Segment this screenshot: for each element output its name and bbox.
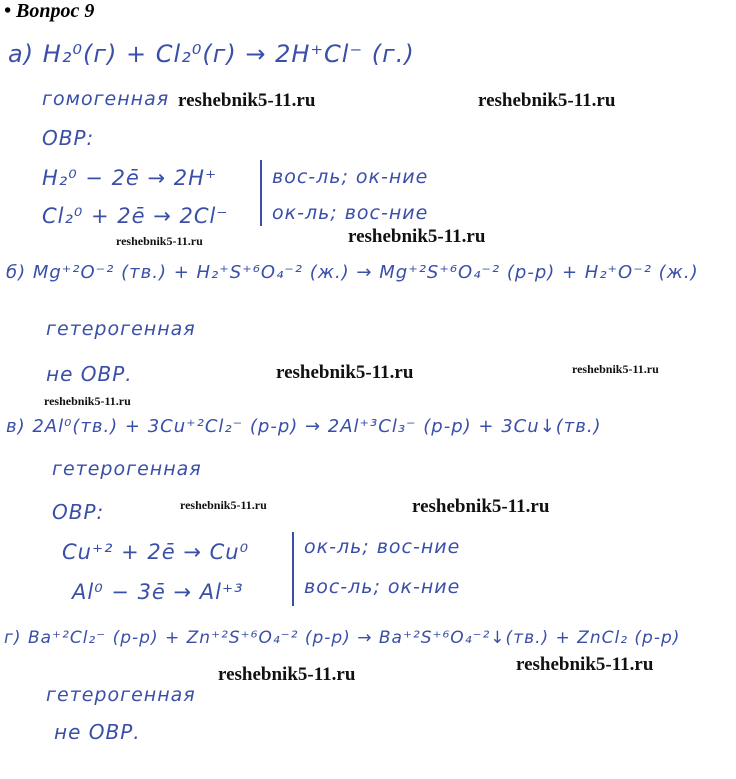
watermark: reshebnik5-11.ru <box>572 362 659 376</box>
watermark: reshebnik5-11.ru <box>116 234 203 248</box>
equation-b: б) Mg⁺²O⁻² (тв.) + H₂⁺S⁺⁶O₄⁻² (ж.) → Mg⁺²S⁺⁶O₄⁻² (р-р) + H₂⁺O⁻² (ж.) <box>6 262 699 283</box>
half-role-a1: вос-ль; ок-ние <box>272 166 429 188</box>
half-role-v2: вос-ль; ок-ние <box>304 576 461 598</box>
watermark: reshebnik5-11.ru <box>44 394 131 408</box>
watermark: reshebnik5-11.ru <box>412 496 550 517</box>
redox-label-b: не ОВР. <box>46 362 133 386</box>
half-role-a2: ок-ль; вос-ние <box>272 202 429 224</box>
watermark: reshebnik5-11.ru <box>478 90 616 111</box>
watermark: reshebnik5-11.ru <box>516 654 654 675</box>
watermark: reshebnik5-11.ru <box>178 90 316 111</box>
watermark: reshebnik5-11.ru <box>218 664 356 685</box>
half-reaction-a2: Cl₂⁰ + 2ē → 2Cl⁻ <box>42 204 229 228</box>
half-reaction-a1: H₂⁰ − 2ē → 2H⁺ <box>42 166 218 190</box>
half-reaction-brace-a <box>260 160 262 226</box>
redox-label-v: ОВР: <box>52 500 105 524</box>
half-reaction-v1: Cu⁺² + 2ē → Cu⁰ <box>62 540 250 564</box>
equation-a: а) H₂⁰(г) + Cl₂⁰(г) → 2H⁺Cl⁻ (г.) <box>8 40 415 68</box>
watermark: reshebnik5-11.ru <box>348 226 486 247</box>
reaction-type-b: гетерогенная <box>46 318 196 340</box>
reaction-type-a: гомогенная <box>42 88 170 110</box>
watermark: reshebnik5-11.ru <box>276 362 414 383</box>
reaction-type-g: гетерогенная <box>46 684 196 706</box>
redox-label-a: ОВР: <box>42 126 95 150</box>
equation-g: г) Ba⁺²Cl₂⁻ (р-р) + Zn⁺²S⁺⁶O₄⁻² (р-р) → Ba⁺²S⁺⁶O₄⁻²↓(тв.) + ZnCl₂ (р-р) <box>4 628 681 648</box>
reaction-type-v: гетерогенная <box>52 458 202 480</box>
equation-v: в) 2Al⁰(тв.) + 3Cu⁺²Cl₂⁻ (р-р) → 2Al⁺³Cl₃⁻ (р-р) + 3Cu↓(тв.) <box>6 416 602 437</box>
watermark: reshebnik5-11.ru <box>180 498 267 512</box>
half-reaction-brace-v <box>292 532 294 606</box>
page-heading: • Вопрос 9 <box>4 0 95 22</box>
half-reaction-v2: Al⁰ − 3ē → Al⁺³ <box>72 580 244 604</box>
half-role-v1: ок-ль; вос-ние <box>304 536 461 558</box>
redox-label-g: не ОВР. <box>54 720 141 744</box>
